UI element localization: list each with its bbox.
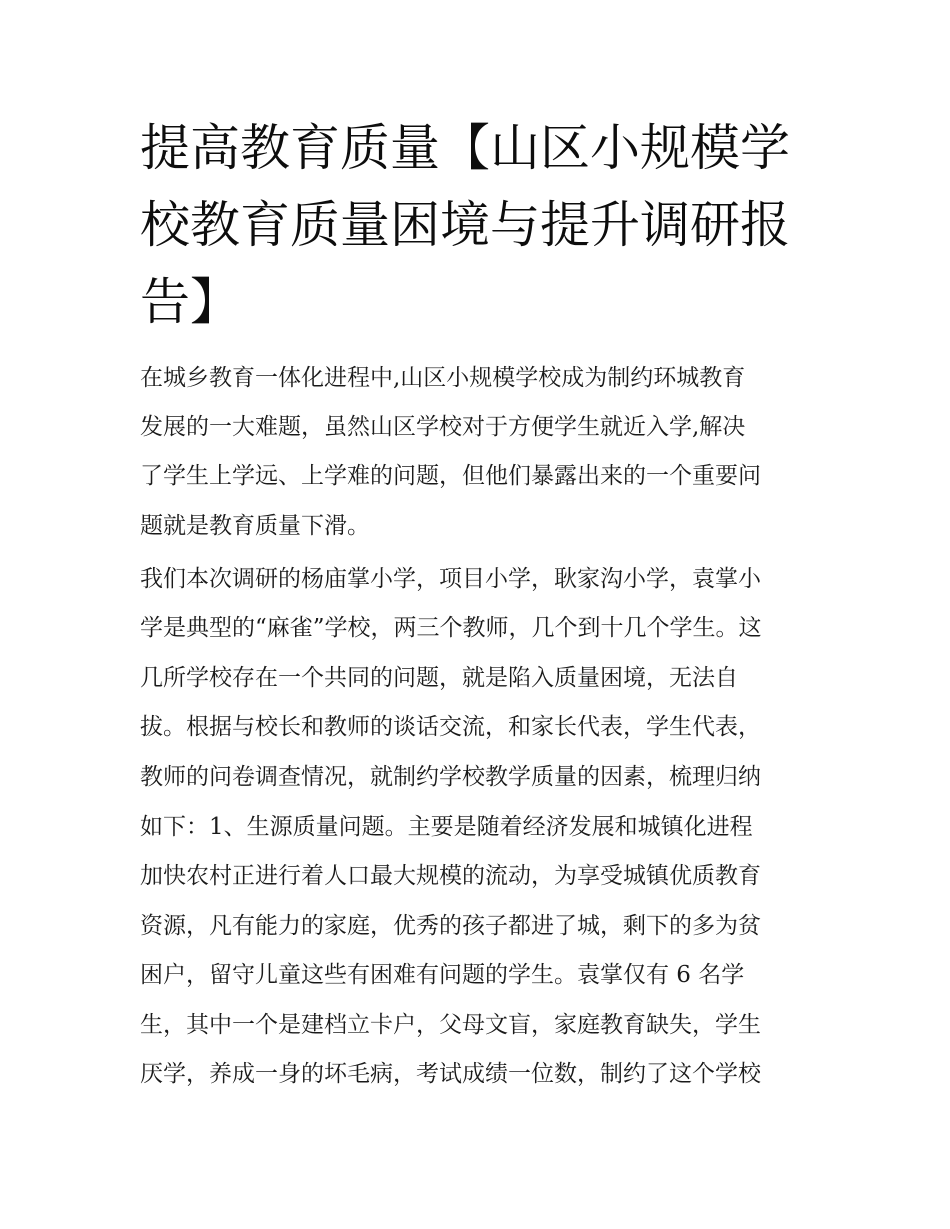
body-line-4: 题就是教育质量下滑。 (140, 513, 370, 539)
body-line-5: 我们本次调研的杨庙掌小学，项目小学，耿家沟小学，袁掌小 (140, 566, 761, 592)
body-line-13: 困户，留守儿童这些有困难有问题的学生。袁掌仅有 6 名学 (140, 962, 745, 988)
body-line-11: 加快农村正进行着人口最大规模的流动，为享受城镇优质教育 (140, 863, 761, 889)
body-line-6: 学是典型的“麻雀”学校，两三个教师，几个到十几个学生。这 (140, 615, 762, 641)
body-line-12: 资源，凡有能力的家庭，优秀的孩子都进了城，剩下的多为贫 (140, 913, 761, 939)
body-line-14: 生，其中一个是建档立卡户，父母文盲，家庭教育缺失，学生 (140, 1012, 761, 1038)
body-line-7: 几所学校存在一个共同的问题，就是陷入质量困境，无法自 (140, 665, 738, 691)
document-title-line-3: 告】 (140, 273, 240, 331)
body-line-15: 厌学，养成一身的坏毛病，考试成绩一位数，制约了这个学校 (140, 1061, 761, 1087)
body-line-8: 拔。根据与校长和教师的谈话交流，和家长代表，学生代表， (140, 714, 761, 740)
body-line-9: 教师的问卷调查情况，就制约学校教学质量的因素，梳理归纳 (140, 764, 761, 790)
body-line-2: 发展的一大难题，虽然山区学校对于方便学生就近入学,解决 (140, 414, 746, 440)
body-line-3: 了学生上学远、上学难的问题，但他们暴露出来的一个重要问 (140, 463, 761, 489)
document-title-line-1: 提高教育质量【山区小规模学 (140, 119, 790, 177)
document-title-line-2: 校教育质量困境与提升调研报 (140, 196, 790, 254)
body-line-1: 在城乡教育一体化进程中,山区小规模学校成为制约环城教育 (140, 365, 746, 391)
body-line-10: 如下：1、生源质量问题。主要是随着经济发展和城镇化进程 (140, 814, 753, 840)
